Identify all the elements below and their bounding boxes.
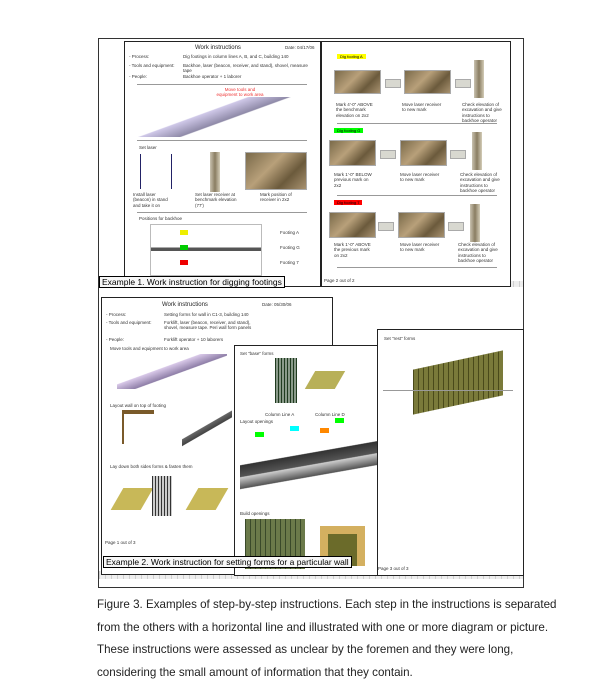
value: Setting forms for wall in C1-3, building 140 xyxy=(164,312,249,317)
step-text: Move laser receiver to new mark xyxy=(400,172,440,183)
step-text: Check elevation of excavation and give instructions to backhoe operator xyxy=(458,242,498,264)
marker xyxy=(180,230,188,235)
value: Forklift, laser (beacon, receiver, and stand), shovel, measure tape. Peri wall form panels xyxy=(164,320,252,331)
marker xyxy=(180,260,188,265)
step-title: Set "base" forms xyxy=(240,351,274,356)
example1-caption: Example 1. Work instruction for digging footings xyxy=(99,276,285,288)
step-title: Layout openings xyxy=(240,419,274,424)
photo xyxy=(334,70,381,94)
photo xyxy=(329,212,376,238)
label: - People: xyxy=(106,337,125,342)
ex1-left-page xyxy=(124,41,321,287)
arrow-icon xyxy=(448,222,464,231)
note: Move tools and equipment to work area xyxy=(110,346,189,351)
page-footer: Page 1 out of 3 xyxy=(105,540,136,545)
value: Backhoe operator + 1 laborer xyxy=(183,74,242,79)
section-tag: Dig footing A xyxy=(337,54,366,59)
date: Date: 05/30/06 xyxy=(262,302,292,307)
dimension-tag xyxy=(335,418,344,423)
arrow-icon xyxy=(455,79,471,88)
footing-label: Footing A xyxy=(280,230,300,235)
wall-form xyxy=(152,476,172,516)
footing-label: Footing 7 xyxy=(280,260,299,265)
step-title: Layout wall on top of footing xyxy=(110,403,167,408)
note: Move tools and equipment to work area xyxy=(216,87,264,98)
photo xyxy=(472,132,482,170)
label: - Process: xyxy=(106,312,127,317)
step-title: Build openings xyxy=(240,511,270,516)
separator xyxy=(337,123,497,124)
figure-caption: Figure 3. Examples of step-by-step instructions. Each step in the instructions is separated from the others with a horizontal line and illustrated with one or more diagram or picture. These instructions were assessed as unclear by the foremen and they were long, considering the small amount of information that they contain. xyxy=(97,598,557,679)
date: Date: 04/17/06 xyxy=(285,45,315,50)
page-title: Work instructions xyxy=(162,302,208,308)
separator xyxy=(337,195,497,196)
photo xyxy=(474,60,484,98)
mark-photo xyxy=(245,152,307,190)
dimension-tag xyxy=(320,428,329,433)
tripod-image xyxy=(140,154,172,189)
photo xyxy=(329,140,376,166)
column-label: Column Line A xyxy=(265,412,295,417)
dimension-tag xyxy=(290,426,299,431)
step-text: Mark 1'-0" ABOVE the previous mark on 2x2 xyxy=(334,242,371,258)
photo xyxy=(404,70,451,94)
arrow-icon xyxy=(378,222,394,231)
section-tag: Dig footing G xyxy=(334,128,363,133)
step-text: Move laser receiver to new mark xyxy=(400,242,440,253)
figure-frame xyxy=(98,38,524,588)
marker xyxy=(180,245,188,250)
step-text: Check elevation of excavation and give instructions to backhoe operator xyxy=(462,102,502,124)
label: - Tools and equipment: xyxy=(106,320,152,325)
openings-diagram xyxy=(240,441,380,496)
form-panel xyxy=(305,371,345,389)
separator xyxy=(137,140,307,141)
wall-form xyxy=(413,350,503,414)
step-text: Set laser receiver at benchmark elevation (77') xyxy=(195,192,237,208)
step-title: Positions for backhoe xyxy=(139,216,183,221)
separator xyxy=(137,84,307,85)
footing-label: Footing G xyxy=(280,245,300,250)
receiver-photo xyxy=(210,152,220,192)
arrow-icon xyxy=(450,150,466,159)
section-tag: Dig footing 7 xyxy=(334,200,362,205)
step-text: Check elevation of excavation and give instructions to backhoe operator xyxy=(460,172,500,194)
diagram xyxy=(182,408,232,448)
form-panel xyxy=(186,488,229,510)
step-title: Set laser xyxy=(139,145,157,150)
separator xyxy=(137,212,307,213)
label: - Tools and equipment: xyxy=(129,63,175,68)
dimension-tag xyxy=(255,432,264,437)
page-footer: Page 3 out of 3 xyxy=(378,566,409,571)
wall-form xyxy=(275,358,297,403)
separator xyxy=(383,390,513,391)
arrow-icon xyxy=(385,79,401,88)
column-label: Column Line D xyxy=(315,412,345,417)
label: - Process: xyxy=(129,54,150,59)
photo xyxy=(400,140,447,166)
label: - People: xyxy=(129,74,148,79)
step-text: Move laser receiver to new mark xyxy=(402,102,442,113)
value: Forklift operator + 10 laborers xyxy=(164,337,224,342)
separator xyxy=(337,267,497,268)
step-title: Set "rest" forms xyxy=(384,336,416,341)
form-panel xyxy=(111,488,154,510)
step-text: Mark position of receiver in 2x2 xyxy=(260,192,292,203)
value: Dig footings in column lines A, B, and C, building 140 xyxy=(183,54,289,59)
example2-caption: Example 2. Work instruction for setting forms for a particular wall xyxy=(103,556,352,568)
value: Backhoe, laser (beacon, receiver, and stand), shovel, measure tape xyxy=(183,63,308,74)
diagram xyxy=(122,410,154,444)
ex2-right-page xyxy=(377,329,524,576)
arrow-icon xyxy=(380,150,396,159)
ex1-right-page xyxy=(321,41,511,287)
footing-diagram xyxy=(135,97,305,137)
step-title: Lay down both sides forms & fasten them xyxy=(110,464,193,469)
diagram xyxy=(117,354,227,389)
backhoe-plan xyxy=(150,224,262,276)
step-text: Install laser (beacon) in stand and take it on xyxy=(133,192,168,208)
photo xyxy=(398,212,445,238)
photo xyxy=(470,204,480,242)
page-footer: Page 2 out of 2 xyxy=(324,278,355,283)
page-title: Work instructions xyxy=(195,45,241,51)
step-text: Mark 4'-0" ABOVE the benchmark elevation on 2x2 xyxy=(336,102,373,118)
ex2-middle-page xyxy=(234,345,386,576)
step-text: Mark 1'-0" BELOW previous mark on 2x2 xyxy=(334,172,372,188)
